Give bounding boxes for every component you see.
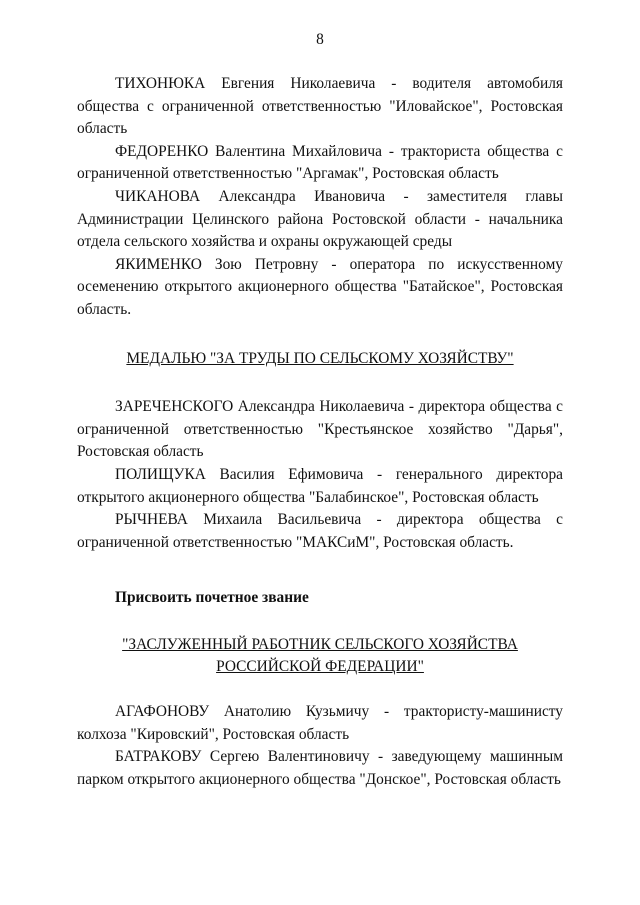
award-entry: ЯКИМЕНКО Зою Петровну - оператора по искусственному осеменению открытого акционерного общества "Батайское", Ростовская область. xyxy=(77,255,563,318)
award-entry: БАТРАКОВУ Сергею Валентиновичу - заведующему машинным парком открытого акционерного общества "Донское", Ростовская область xyxy=(77,748,563,788)
award-entry: РЫЧНЕВА Михаила Васильевича - директора общества с ограниченной ответственностью "МАКСиМ", Ростовская область. xyxy=(77,511,563,551)
award-entry: ТИХОНЮКА Евгения Николаевича - водителя автомобиля общества с ограниченной ответственностью "Иловайское", Ростовская область xyxy=(77,75,563,138)
award-entry: ЗАРЕЧЕНСКОГО Александра Николаевича - директора общества с ограниченной ответственностью "Крестьянское хозяйство "Дарья", Ростовская область xyxy=(77,398,563,461)
award-entry: АГАФОНОВУ Анатолию Кузьмичу - трактористу-машинисту колхоза "Кировский", Ростовская область xyxy=(77,703,563,743)
honorary-title-line-1: "ЗАСЛУЖЕННЫЙ РАБОТНИК СЕЛЬСКОГО ХОЗЯЙСТВА xyxy=(122,635,518,653)
medal-heading: МЕДАЛЬЮ "ЗА ТРУДЫ ПО СЕЛЬСКОМУ ХОЗЯЙСТВУ" xyxy=(126,349,514,367)
honorary-title-line-2: РОССИЙСКОЙ ФЕДЕРАЦИИ" xyxy=(216,658,424,676)
award-entry: ЧИКАНОВА Александра Ивановича - заместителя главы Администрации Целинского района Ростовской области - начальника отдела сельского хозяйства и охраны окружающей среды xyxy=(77,187,563,251)
assign-title-line: Присвоить почетное звание xyxy=(115,589,309,607)
document-body xyxy=(77,73,563,791)
page-number: 8 xyxy=(316,31,324,48)
award-entry: ФЕДОРЕНКО Валентина Михайловича - тракториста общества с ограниченной ответственностью "Аргамак", Ростовская область xyxy=(77,142,563,183)
honorary-title-heading xyxy=(77,634,563,679)
award-entry: ПОЛИЩУКА Василия Ефимовича - генерального директора открытого акционерного общества "Балабинское", Ростовская область xyxy=(77,465,563,506)
